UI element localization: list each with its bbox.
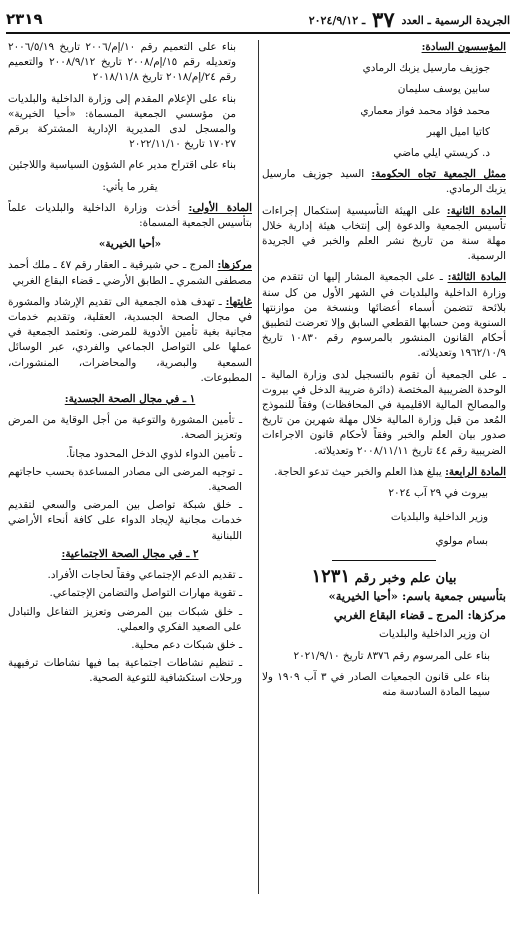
page-header [6, 6, 510, 34]
article-1-label: المادة الأولى: [188, 201, 252, 214]
founder-item: د. كريستي ايلي ماضي [393, 147, 490, 160]
article-1-text: أخذت وزارة الداخلية والبلديات علماً بتأسيس الجمعية المسماة: [8, 201, 252, 230]
list-item: ـ تقوية مهارات التواصل والتضامن الإجتماعي. [49, 587, 242, 600]
journal-title [309, 7, 510, 32]
intro-proposal: بناء على اقتراح مدير عام الشؤون السياسية واللاجئين [8, 159, 236, 172]
column-divider [258, 40, 259, 894]
founders-list [262, 61, 506, 161]
sign-name: بسام مولوي [435, 535, 488, 548]
article-3 [262, 270, 506, 361]
goals-label: غايتها: [225, 295, 252, 308]
notice-2-basis-2: بناء على قانون الجمعيات الصادر في ٣ آب ١٩٠٩ ولا سيما المادة السادسة منه [262, 670, 490, 698]
article-4-label: المادة الرابعة: [445, 465, 506, 478]
headquarters-text: المرج ـ حي شيرقية ـ العقار رقم ٤٧ ـ ملك أحمد مصطفى الشمري ـ الطابق الأرضي ـ قضاء البقاع الغربي [8, 259, 252, 287]
article-4 [262, 465, 506, 480]
intro-circulars: بناء على التعميم رقم ١٠/إم/٢٠٠٦ تاريخ ٢٠٠٦/٥/١٩ وتعديله رقم ١٥/إم/٢٠٠٨ تاريخ ٢٠٠٨/٩/١٢ والتعميم رقم ٢٤/إم/٢٠١٨ تاريخ ٢٠١٨/١١/٨ [8, 41, 237, 84]
journal-name: الجريدة الرسمية ـ العدد [401, 13, 510, 27]
section-1-heading: ١ ـ في مجال الصحة الجسدية: [64, 393, 196, 406]
section-divider [332, 560, 436, 561]
sign-place-date: بيروت في ٢٩ آب ٢٠٢٤ [388, 487, 488, 500]
issue-number: ٣٧ [372, 6, 395, 32]
article-2-text: على الهيئة التأسيسية إستكمال إجراءات تأسيس الجمعية والدعوة إلى إنتخاب هيئة إدارية خلال مهلة سنة من تاريخ نشر العلم والخبر في الجريدة الرسمية. [262, 204, 506, 263]
association-name: «أحيا الخيرية» [98, 238, 162, 251]
section-2-heading: ٢ ـ في مجال الصحة الاجتماعية: [61, 547, 199, 560]
sign-role: وزير الداخلية والبلديات [390, 511, 488, 524]
gov-rep [262, 167, 506, 197]
article-3-label: المادة الثالثة: [447, 271, 506, 284]
list-item: ـ توجيه المرضى الى مصادر المساعدة بحسب حاجاتهم الصحية. [8, 465, 242, 494]
founder-item: جوزيف مارسيل يزبك الرمادي [362, 62, 490, 75]
article-3-tax-registration: ـ على الجمعية أن تقوم بالتسجيل لدى وزارة المالية ـ الوحدة الضريبية المختصة (دائرة ضريبة الدخل في بيروت والمصالح المالية الاقليمية في المحافظات) وفقاً للنموذج المُعد من قبل وزارة المالية خلال مهلة شهرين من تاريخ صدور بيان العلم والخبر وفقاً لأحكام قانون الاجراءات الضريبية رقم ٤٤ تاريخ ٢٠٠٨/١١/١١ وتعديلاته. [262, 368, 506, 457]
founders-heading: المؤسسون السادة: [421, 41, 506, 53]
list-item: ـ خلق شبكات بين المرضى وتعزيز التفاعل والتبادل على الصعيد الفكري والعملي. [8, 605, 242, 633]
list-item: ـ تأمين الدواء لذوي الدخل المحدود مجاناً. [65, 447, 242, 460]
notice-2-title [262, 565, 506, 587]
article-1 [8, 201, 252, 231]
notice-2-intro: ان وزير الداخلية والبلديات [379, 628, 490, 641]
list-item: ـ تقديم الدعم الإجتماعي وفقاً لحاجات الأفراد. [47, 569, 242, 582]
founder-item: كاتيا اميل الهبر [426, 125, 490, 138]
notice-2-basis-1: بناء على المرسوم رقم ٨٣٧٦ تاريخ ٢٠٢١/٩/١٠ [293, 649, 490, 662]
goals [8, 295, 252, 386]
right-column [262, 40, 506, 928]
list-item: ـ خلق شبكة تواصل بين المرضى والسعي لتقديم خدمات مجانية لإيجاد الدواء على كافة أنحاء الأراضي اللبنانية [8, 499, 242, 542]
notice-2-title-prefix: بيان علم وخبر رقم [354, 570, 457, 586]
gov-rep-label: ممثل الجمعية تجاه الحكومة: [371, 168, 506, 181]
left-column [8, 40, 252, 928]
decides-line: يقرر ما يأتي: [102, 180, 158, 193]
article-2 [262, 204, 506, 265]
article-4-text: يبلغ هذا العلم والخبر حيث تدعو الحاجة. [274, 465, 442, 478]
headquarters-label: مركزها: [217, 259, 252, 272]
notice-2-number: ١٢٣١ [311, 565, 351, 587]
list-item: ـ تنظيم نشاطات اجتماعية بما فيها نشاطات ترفيهية ورحلات استكشافية للتوعية الصحية. [8, 657, 242, 685]
headquarters [8, 258, 252, 288]
article-3-text: ـ على الجمعية المشار إليها ان تتقدم من وزارة الداخلية والبلديات في الشهر الأول من كل سنة بلائحة تتضمن أسماء أعضائها وبنسخة من موازنتها السنوية ومن حسابها القطعي السابق وإلا تعرضت لتطبيق أحكام القانون المنشور بالمرسوم رقم ١٠٨٣٠ تاريخ ١٩٦٢/١٠/٩ وتعديلاته. [262, 271, 506, 360]
article-2-label: المادة الثانية: [446, 204, 506, 217]
list-item: ـ تأمين المشورة والتوعية من أجل الوقاية من المرض وتعزيز الصحة. [8, 414, 242, 442]
gov-rep-text: السيد جوزيف مارسيل يزبك الرمادي. [262, 168, 506, 196]
intro-notification: بناء على الإعلام المقدم إلى وزارة الداخلية والبلديات من مؤسسي الجمعية المسماة: «أحيا الخيرية» والمسجل لدى المديرية الإدارية المشتركة برقم ١٧٠٢٧ تاريخ ٢٠٢٢/١١/١٠ [8, 92, 236, 151]
list-item: ـ خلق شبكات دعم محلية. [131, 638, 242, 651]
issue-date: ـ ٢٠٢٤/٩/١٢ [308, 13, 366, 27]
founder-item: محمد فؤاد محمد فواز معماري [360, 104, 490, 117]
page-number: ٢٣١٩ [6, 10, 43, 28]
notice-2-subtitle-name: بتأسيس جمعية باسم: «أحيا الخيرية» [328, 588, 506, 603]
founder-item: سابين يوسف سليمان [397, 83, 490, 96]
notice-2-subtitle-hq: مركزها: المرج ـ قضاء البقاع الغربي [333, 608, 506, 623]
goals-text: ـ تهدف هذه الجمعية الى تقديم الإرشاد والمشورة في مجال الصحة الجسدية، العقلية، وتقديم خدمات مجانية بغية تأمين الأدوية للمرضى. وتعتمد الجمعية في عملها على التواصل الجماعي والفردي، عبر الوسائل السمعية والبصرية، والمحاضرات، المنشورات، المطبوعات. [8, 295, 252, 384]
signature-block [262, 486, 506, 550]
